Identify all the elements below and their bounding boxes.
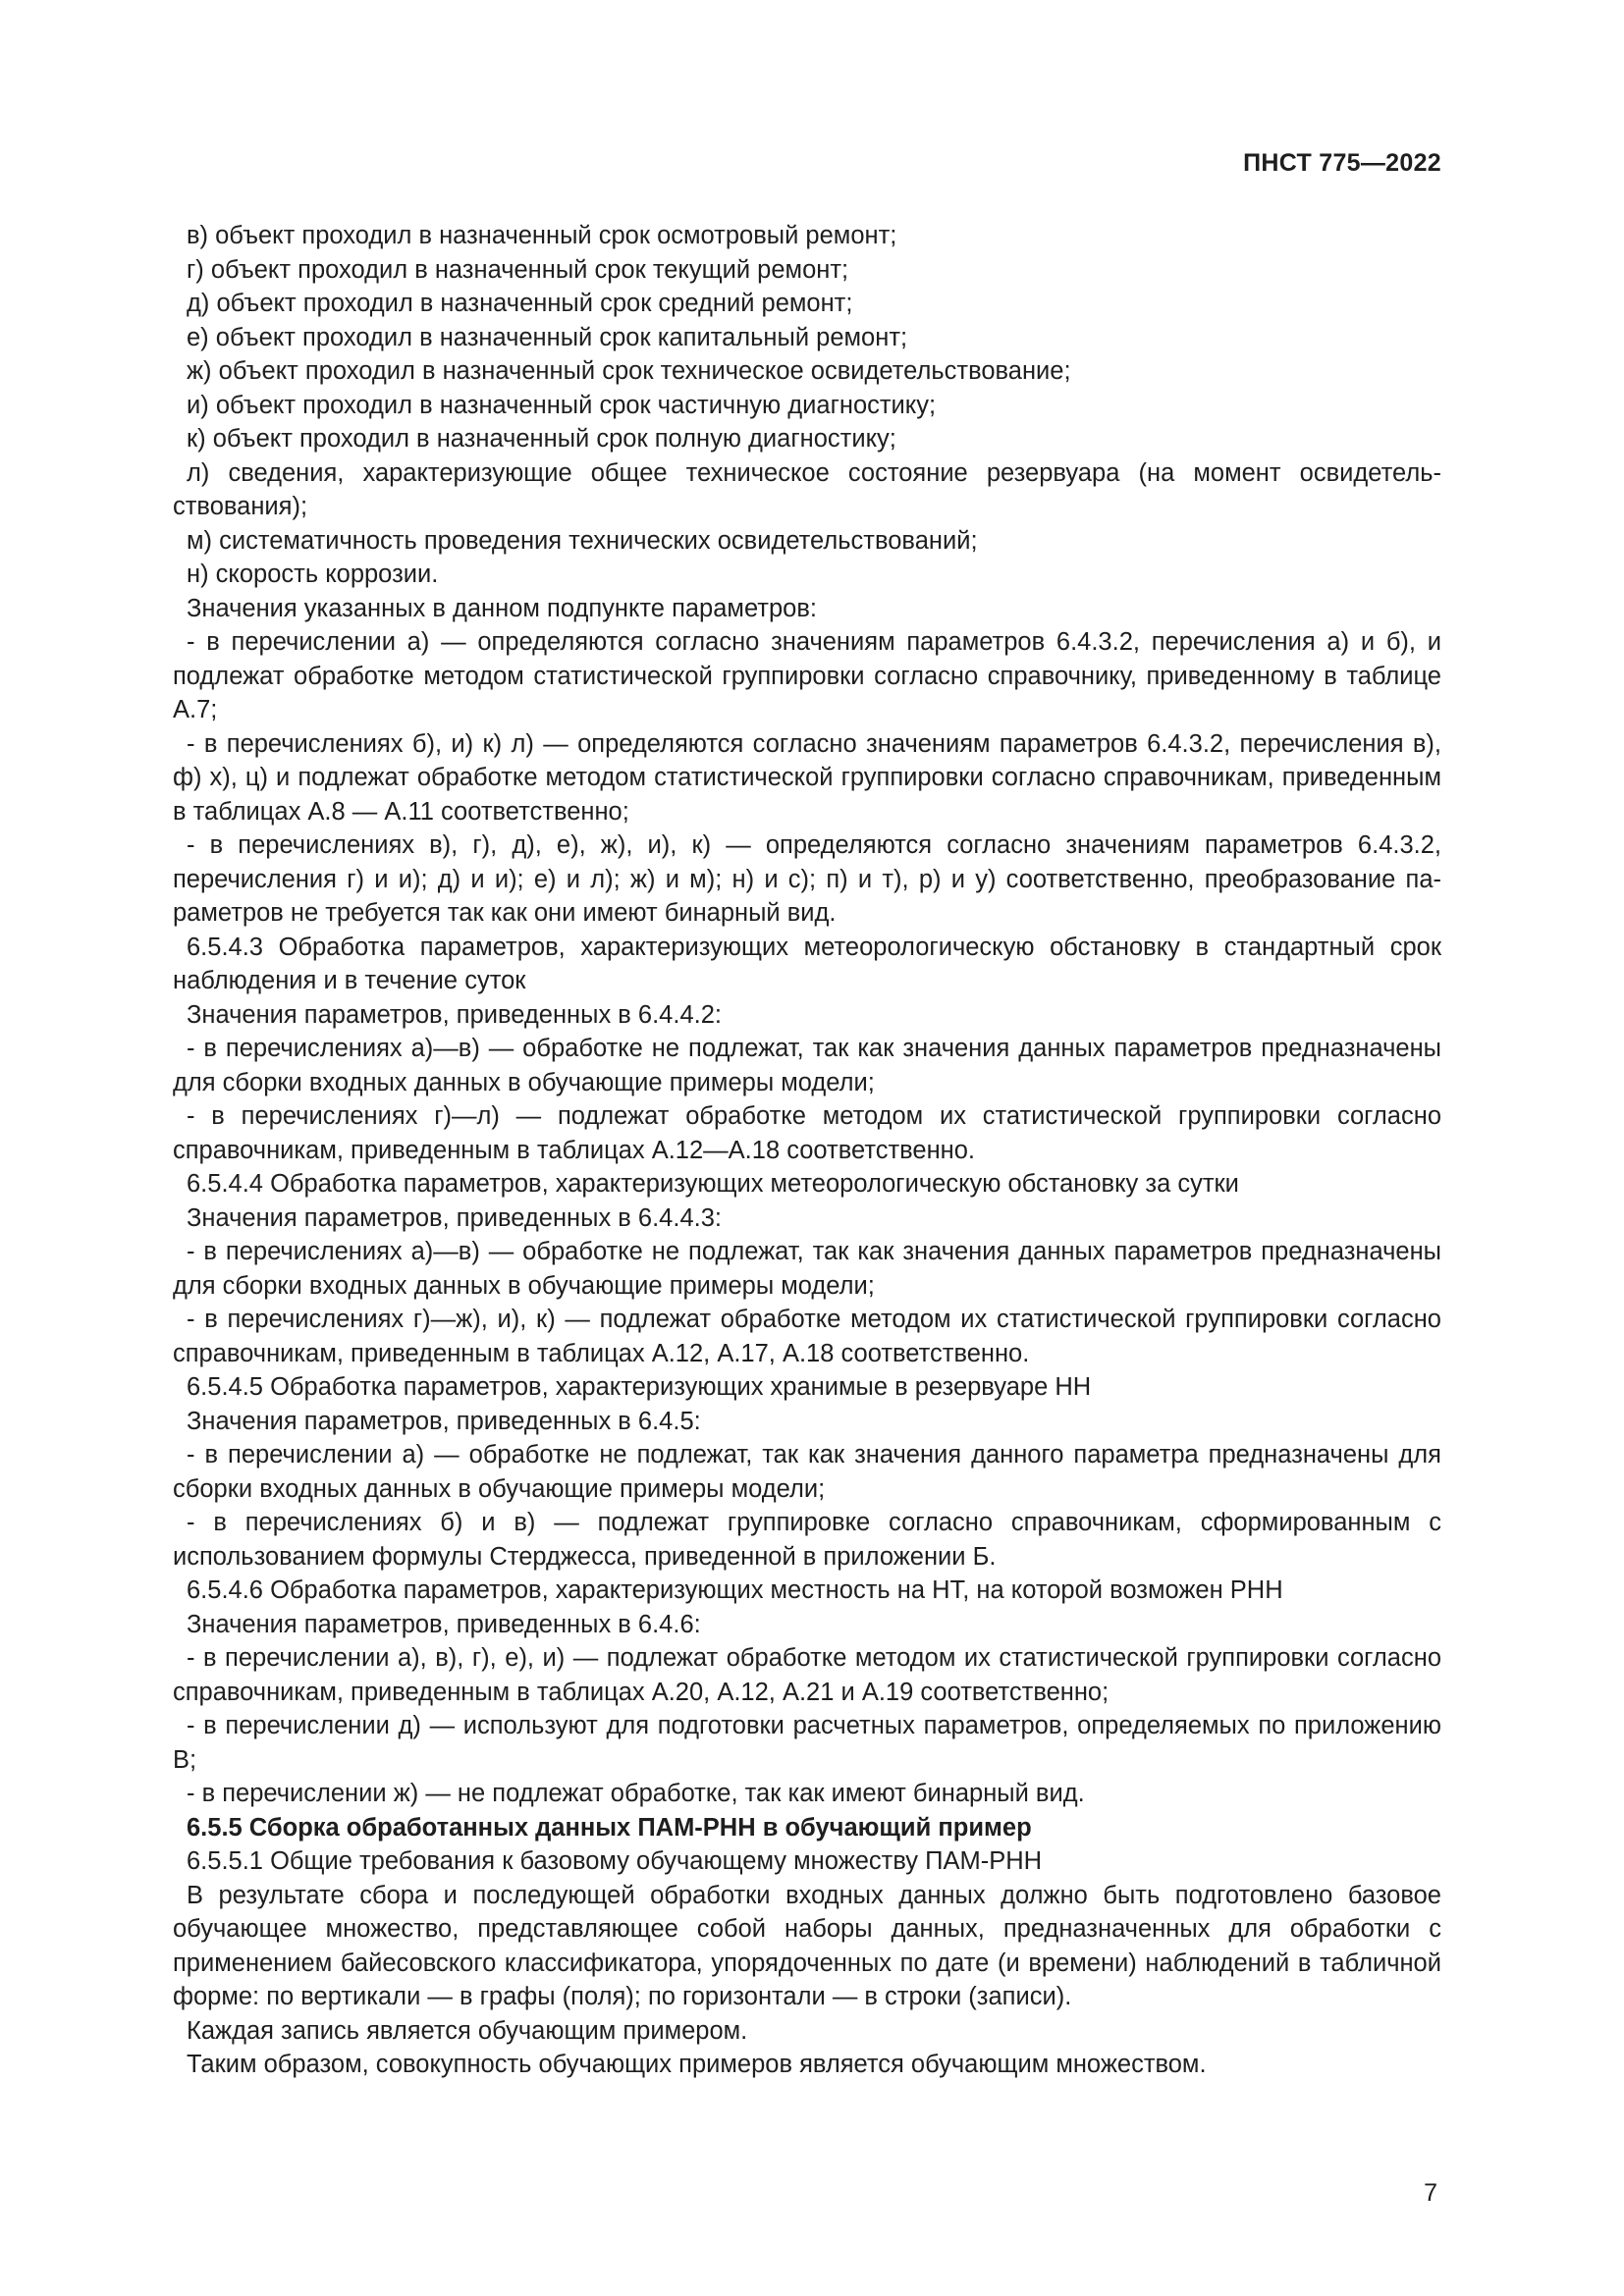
paragraph: В результате сбора и последующей обработки входных данных должно быть подготовлено базовое обучающее множество, представляющее собой наборы данных, предназначенных для обработки с применением байесовского классификатора, упорядоченных по дате (и времени) наблюдений в табличной форме: по вертикали — в графы (поля); по горизонтали — в строки (записи). <box>173 1881 1441 2010</box>
paragraph: - в перечислениях в), г), д), е), ж), и), к) — определяются согласно значениям параметров 6.4.3.2, перечисления г) и и); д) и и); е) и л); ж) и м); н) и с); п) и т), р) и у) соответственно, преобразование параметров не требуется так как они имеют бинарный вид. <box>173 831 1441 927</box>
paragraph: - в перечислении д) — используют для подготовки расчетных параметров, определяемых по приложению В; <box>173 1712 1441 1774</box>
paragraph: - в перечислениях б) и в) — подлежат группировке согласно справочникам, сформированным с использованием формулы Стерджесса, приведенной в приложении Б. <box>173 1509 1441 1571</box>
paragraph: г) объект проходил в назначенный срок текущий ремонт; <box>187 255 849 284</box>
paragraph: - в перечислениях г)—ж), и), к) — подлежат обработке методом их статистической группировки согласно справочникам, приведенным в таблицах А.12, А.17, А.18 соответственно. <box>173 1306 1441 1367</box>
document-code: ПНСТ 775—2022 <box>1243 149 1441 177</box>
paragraph: д) объект проходил в назначенный срок средний ремонт; <box>187 290 853 317</box>
paragraph: л) сведения, характеризующие общее техническое состояние резервуара (на момент освидетельствования); <box>173 458 1441 520</box>
paragraph: ж) объект проходил в назначенный срок техническое освидетельствование; <box>187 357 1071 385</box>
paragraph: к) объект проходил в назначенный срок полную диагностику; <box>187 425 896 453</box>
paragraph: н) скорость коррозии. <box>187 561 439 588</box>
paragraph: Значения параметров, приведенных в 6.4.6: <box>187 1610 701 1638</box>
paragraph: - в перечислениях г)—л) — подлежат обработке методом их статистической группировки согласно справочникам, приведенным в таблицах А.12—А.18 соответственно. <box>173 1102 1441 1164</box>
paragraph: - в перечислении а), в), г), е), и) — подлежат обработке методом их статистической группировки согласно справочникам, приведенным в таблицах А.20, А.12, А.21 и А.19 соответственно; <box>173 1644 1441 1706</box>
paragraph: - в перечислении а) — обработке не подлежат, так как значения данного параметра предназначены для сборки входных данных в обучающие примеры модели; <box>173 1441 1441 1503</box>
paragraph: - в перечислениях б), и) к) л) — определяются согласно значениям параметров 6.4.3.2, перечисления в), ф) х), ц) и подлежат обработке методом статистической группировки согласно справочникам, приведенным в таблицах А.8 — А.11 соответственно; <box>173 729 1441 826</box>
paragraph: 6.5.4.6 Обработка параметров, характеризующих местность на НТ, на которой возможен РНН <box>187 1576 1283 1604</box>
paragraph: Значения параметров, приведенных в 6.4.5: <box>187 1407 701 1435</box>
page-number: 7 <box>1424 2179 1437 2207</box>
paragraph: - в перечислении ж) — не подлежат обработке, так как имеют бинарный вид. <box>187 1780 1085 1807</box>
paragraph: Таким образом, совокупность обучающих примеров является обучающим множеством. <box>187 2051 1207 2078</box>
paragraph: 6.5.4.5 Обработка параметров, характеризующих хранимые в резервуаре НН <box>187 1373 1092 1401</box>
paragraph: 6.5.4.4 Обработка параметров, характеризующих метеорологическую обстановку за сутки <box>187 1170 1239 1198</box>
paragraph: - в перечислениях а)—в) — обработке не подлежат, так как значения данных параметров предназначены для сборки входных данных в обучающие примеры модели; <box>173 1035 1441 1096</box>
paragraph: Значения указанных в данном подпункте параметров: <box>187 594 817 622</box>
paragraph: 6.5.4.3 Обработка параметров, характеризующих метеорологическую обстановку в стандартный срок наблюдения и в течение суток <box>173 933 1441 994</box>
page-body <box>173 219 1441 2082</box>
section-heading: 6.5.5 Сборка обработанных данных ПАМ-РНН в обучающий пример <box>187 1813 1032 1842</box>
paragraph: и) объект проходил в назначенный срок частичную диагностику; <box>187 391 937 419</box>
paragraph: м) систематичность проведения технических освидетельствований; <box>187 526 978 555</box>
paragraph: - в перечислении а) — определяются согласно значениям параметров 6.4.3.2, перечисления а) и б), и подлежат обработке методом статистической группировки согласно справочнику, приведенному в таблице А.7; <box>173 628 1441 723</box>
paragraph: - в перечислениях а)—в) — обработке не подлежат, так как значения данных параметров предназначены для сборки входных данных в обучающие примеры модели; <box>173 1238 1441 1300</box>
paragraph: в) объект проходил в назначенный срок осмотровый ремонт; <box>187 222 897 249</box>
paragraph: Каждая запись является обучающим примером. <box>187 2016 748 2045</box>
paragraph: Значения параметров, приведенных в 6.4.4.2: <box>187 1000 722 1029</box>
paragraph: е) объект проходил в назначенный срок капитальный ремонт; <box>187 323 908 351</box>
paragraph: Значения параметров, приведенных в 6.4.4.3: <box>187 1203 722 1232</box>
paragraph: 6.5.5.1 Общие требования к базовому обучающему множеству ПАМ-РНН <box>187 1847 1043 1875</box>
